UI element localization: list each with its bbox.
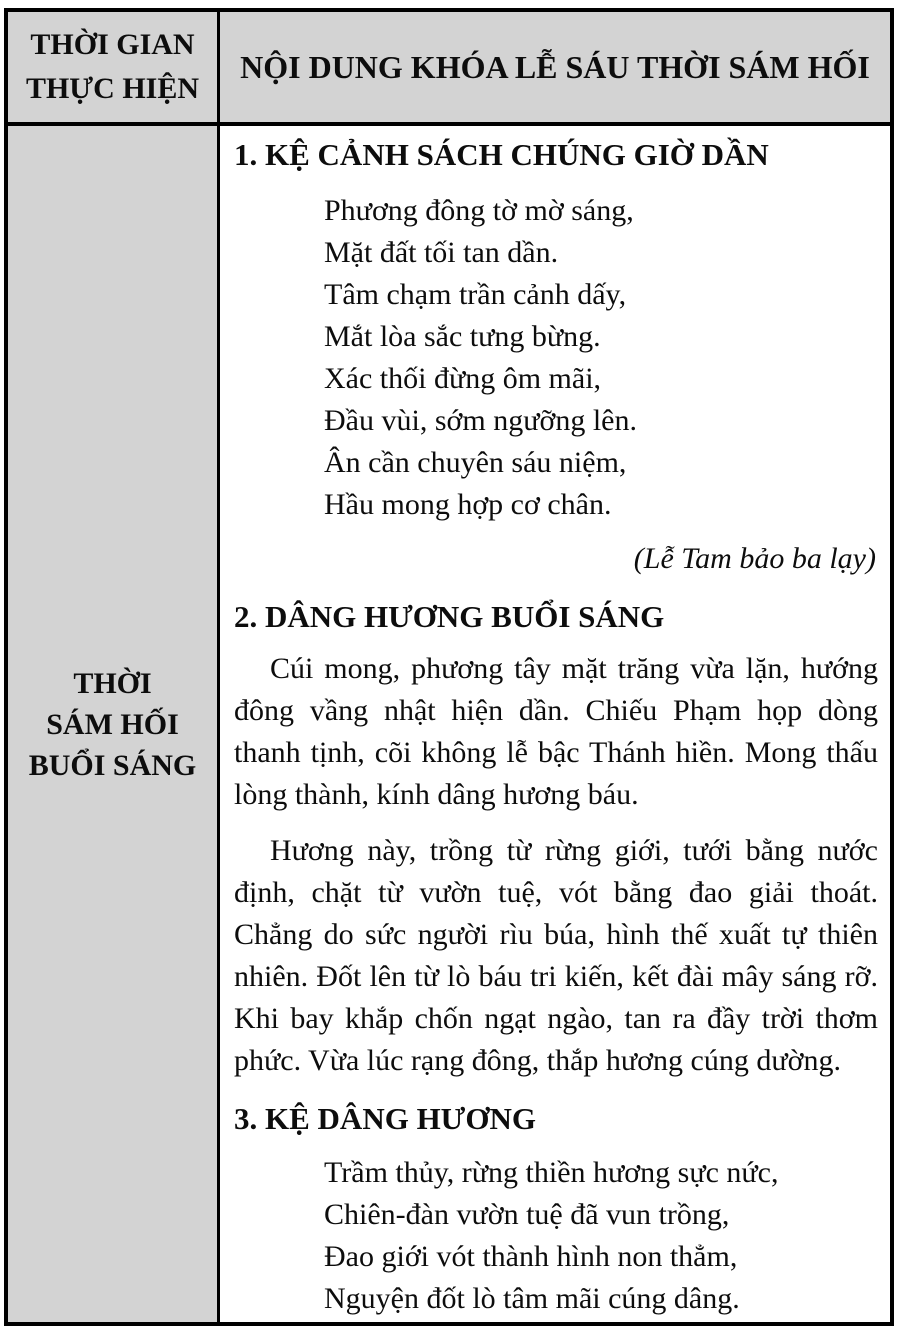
- poem-line: Hầu mong hợp cơ chân.: [324, 488, 612, 521]
- poem-line: Mặt đất tối tan dần.: [324, 236, 559, 269]
- section-2-paragraph-1: Cúi mong, phương tây mặt trăng vừa lặn, hướng đông vầng nhật hiện dần. Chiếu Phạm họp dòng thanh tịnh, cõi không lễ bậc Thánh hiền. Mong thấu lòng thành, kính dâng hương báu.: [234, 652, 878, 811]
- header-time-line1: THỜI GIAN: [30, 28, 195, 61]
- table-header-row: [8, 12, 890, 126]
- time-label-line3: BUỔI SÁNG: [28, 748, 197, 782]
- poem-line: Trầm thủy, rừng thiền hương sực nức,: [324, 1156, 779, 1189]
- header-content-title: NỘI DUNG KHÓA LỄ SÁU THỜI SÁM HỐI: [240, 48, 870, 85]
- ritual-note: (Lễ Tam bảo ba lạy): [633, 542, 876, 575]
- header-time-line2: THỰC HIỆN: [25, 72, 200, 105]
- poem-line: Phương đông tờ mờ sáng,: [324, 194, 634, 227]
- poem-line: Tâm chạm trần cảnh dấy,: [324, 278, 627, 311]
- time-cell: [8, 126, 220, 1322]
- poem-line: Nguyện đốt lò tâm mãi cúng dâng.: [324, 1282, 740, 1315]
- section-1-poem: [324, 190, 878, 526]
- section-2-heading: 2. DÂNG HƯƠNG BUỔI SÁNG: [234, 599, 665, 634]
- header-cell-time: [8, 12, 220, 122]
- poem-line: Đao giới vót thành hình non thẳm,: [324, 1240, 738, 1273]
- section-2-paragraph-2: Hương này, trồng từ rừng giới, tưới bằng nước định, chặt từ vườn tuệ, vót bằng đao giải thoát. Chẳng do sức người rìu búa, hình thế xuất tự thiên nhiên. Đốt lên từ lò báu tri kiến, kết đài mây sáng rỡ. Khi bay khắp chốn ngạt ngào, tan ra đầy trời thơm phức. Vừa lúc rạng đông, thắp hương cúng dường.: [234, 834, 878, 1077]
- poem-line: Chiên-đàn vườn tuệ đã vun trồng,: [324, 1198, 730, 1231]
- time-label-line2: SÁM HỐI: [46, 707, 179, 741]
- poem-line: Đầu vùi, sớm ngưỡng lên.: [324, 404, 637, 437]
- poem-line: Ân cần chuyên sáu niệm,: [324, 446, 627, 479]
- section-3-poem: [324, 1152, 878, 1320]
- time-label-line1: THỜI: [73, 666, 152, 700]
- table-body-row: [8, 126, 890, 1322]
- section-1-heading: 1. KỆ CẢNH SÁCH CHÚNG GIỜ DẦN: [234, 137, 769, 172]
- section-3-heading: 3. KỆ DÂNG HƯƠNG: [234, 1101, 536, 1136]
- poem-line: Xác thối đừng ôm mãi,: [324, 362, 602, 395]
- liturgy-table: [4, 8, 894, 1326]
- header-cell-content: [220, 12, 890, 122]
- poem-line: Mắt lòa sắc tưng bừng.: [324, 320, 601, 353]
- content-cell: [220, 126, 890, 1322]
